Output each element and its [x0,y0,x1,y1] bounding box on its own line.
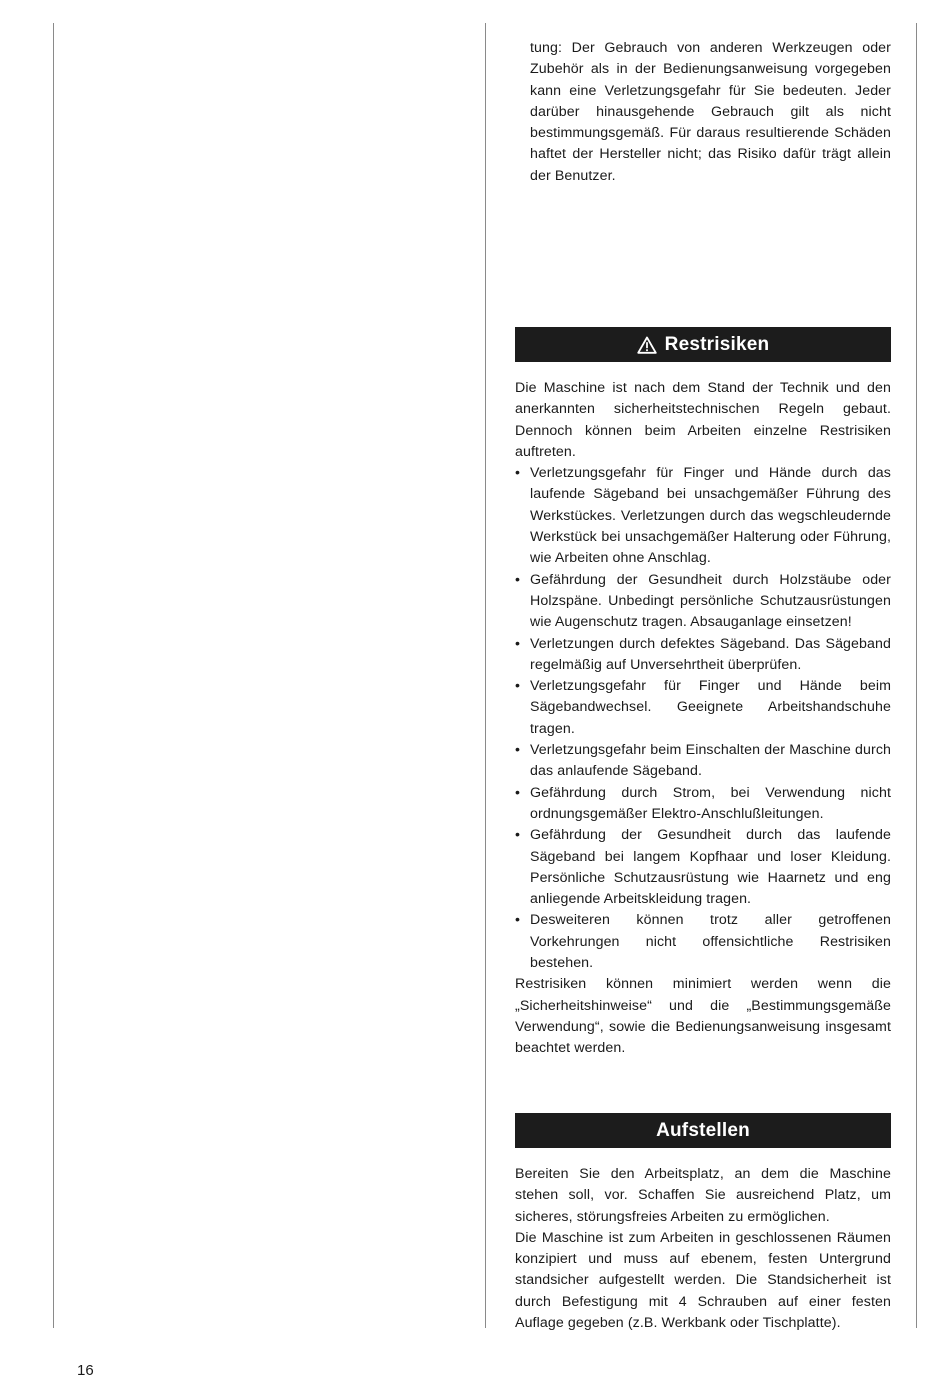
aufstellen-heading: Aufstellen [656,1119,750,1141]
restrisiken-outro: Restrisiken können minimiert werden wenn die „Sicherheitshinweise“ und die „Bestimmungsgemäße Verwendung“, sowie die Bedienungsanweisung insgesamt beachtet werden. [515,976,891,1057]
list-item: • Gefährdung der Gesundheit durch das laufende Sägeband bei langem Kopfhaar und loser Kleidung. Persönliche Schutzausrüstung wie Haarnetz und eng anliegende Arbeitskleidung tragen. [515,825,891,910]
warning-icon [637,336,657,354]
intro-text: tung: Der Gebrauch von anderen Werkzeugen oder Zubehör als in der Bedienungsanweisung vorgegeben kann eine Verletzungsgefahr für Sie bedeuten. Jeder darüber hinausgehende Gebrauch gilt als nicht bestimmungsgemäß. Für daraus resultierende Schäden haftet der Hersteller nicht; das Risiko dafür trägt allein der Benutzer. [530,40,891,184]
column-divider-rule [485,23,486,1328]
aufstellen-section [515,1164,891,1334]
list-item: • Gefährdung durch Strom, bei Verwendung nicht ordnungsgemäßer Elektro-Anschlußleitungen. [515,783,891,826]
aufstellen-paragraph-2: Die Maschine ist zum Arbeiten in geschlossenen Räumen konzipiert und muss auf ebenem, festen Untergrund standsicher aufgestellt werden. Die Standsicherheit ist durch Befestigung mit 4 Schrauben auf einer festen Auflage gegeben (z.B. Werkbank oder Tischplatte). [515,1229,891,1332]
aufstellen-heading-bar [515,1113,891,1148]
restrisiken-section [515,378,891,1060]
restrisiken-list [515,463,891,974]
list-item: • Desweiteren können trotz aller getroffenen Vorkehrungen nicht offensichtliche Restrisiken bestehen. [515,910,891,974]
list-item: • Gefährdung der Gesundheit durch Holzstäube oder Holzspäne. Unbedingt persönliche Schutzausrüstungen wie Augenschutz tragen. Absauganlage einsetzen! [515,570,891,634]
list-item: • Verletzungen durch defektes Sägeband. Das Sägeband regelmäßig auf Unversehrtheit überprüfen. [515,634,891,677]
page-number: 16 [77,1362,94,1379]
list-item: • Verletzungsgefahr für Finger und Hände beim Sägebandwechsel. Geeignete Arbeitshandschuhe tragen. [515,676,891,740]
restrisiken-heading-bar [515,327,891,362]
list-item: • Verletzungsgefahr beim Einschalten der Maschine durch das anlaufende Sägeband. [515,740,891,783]
restrisiken-intro: Die Maschine ist nach dem Stand der Technik und den anerkannten sicherheitstechnischen Regeln gebaut. Dennoch können beim Arbeiten einzelne Restrisiken auftreten. [515,380,891,460]
restrisiken-heading: Restrisiken [664,333,770,355]
left-margin-rule [53,23,54,1328]
right-margin-rule [916,23,917,1328]
intro-continuation [530,38,891,187]
aufstellen-paragraph-1: Bereiten Sie den Arbeitsplatz, an dem die Maschine stehen soll, vor. Schaffen Sie ausreichend Platz, um sicheres, störungsfreies Arbeiten zu ermöglichen. [515,1166,891,1225]
list-item: • Verletzungsgefahr für Finger und Hände durch das laufende Sägeband bei unsachgemäßer Führung des Werkstückes. Verletzungen durch das wegschleudernde Werkstück bei unsachgemäßer Halterung oder Führung, wie Arbeiten ohne Anschlag. [515,463,891,569]
